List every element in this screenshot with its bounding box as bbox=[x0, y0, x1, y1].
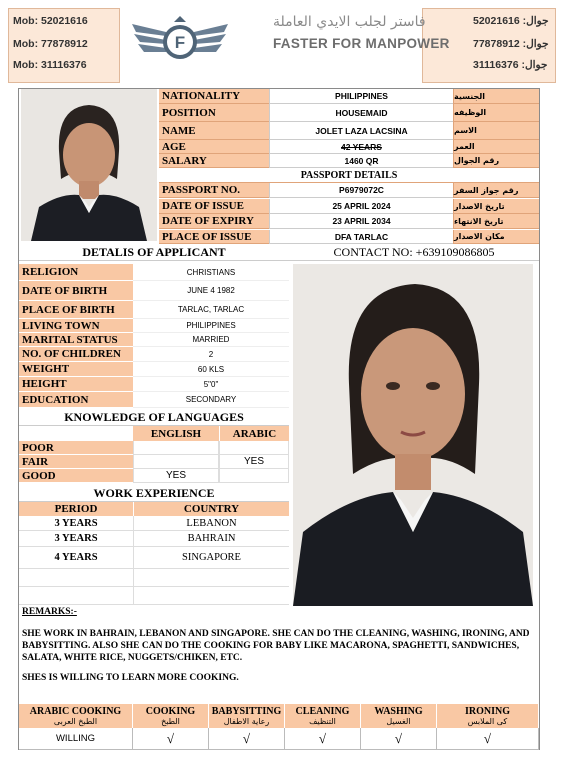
mobile-line-2: Mob: 77878912 bbox=[13, 38, 88, 50]
skill-willing: WILLING bbox=[19, 728, 133, 750]
skill-check: √ bbox=[209, 728, 285, 750]
language-level: FAIR bbox=[19, 455, 133, 469]
skill-name: CLEANING bbox=[295, 705, 350, 717]
skill-name-ar: الطبخ العربى bbox=[53, 716, 98, 726]
remarks-title: REMARKS:- bbox=[22, 607, 77, 617]
details-label: EDUCATION bbox=[19, 392, 133, 408]
personal-label: POSITION bbox=[159, 104, 269, 122]
passport-row bbox=[159, 183, 539, 198]
personal-value: 42 YEARS bbox=[269, 140, 453, 154]
details-label: WEIGHT bbox=[19, 362, 133, 377]
details-label: DATE OF BIRTH bbox=[19, 281, 133, 301]
languages-title: KNOWLEDGE OF LANGUAGES bbox=[19, 410, 289, 426]
personal-row bbox=[159, 122, 539, 140]
skill-name-ar: الطبخ bbox=[161, 716, 180, 726]
language-level: GOOD bbox=[19, 469, 133, 483]
details-label: PLACE OF BIRTH bbox=[19, 301, 133, 319]
passport-label-ar: مكان الاصدار bbox=[453, 230, 539, 244]
language-arabic bbox=[219, 441, 289, 455]
details-label: RELIGION bbox=[19, 264, 133, 281]
details-row bbox=[19, 347, 289, 362]
language-english bbox=[133, 441, 219, 455]
details-row bbox=[19, 281, 289, 301]
passport-label-ar: تاريخ الاصدار bbox=[453, 199, 539, 214]
details-value: CHRISTIANS bbox=[133, 264, 289, 281]
work-row bbox=[19, 516, 289, 531]
details-value: 2 bbox=[133, 347, 289, 362]
details-row bbox=[19, 377, 289, 392]
skill-header bbox=[361, 704, 437, 728]
details-row bbox=[19, 392, 289, 408]
languages-col-arabic: ARABIC bbox=[219, 426, 289, 441]
skill-name-ar: رعاية الاطفال bbox=[223, 716, 270, 726]
mobile-line-ar-3: جوال: 31116376 bbox=[473, 59, 548, 71]
details-label: LIVING TOWN bbox=[19, 319, 133, 333]
details-value: 60 KLS bbox=[133, 362, 289, 377]
personal-label-ar: العمر bbox=[453, 140, 539, 154]
skill-header bbox=[437, 704, 539, 728]
languages-header-blank bbox=[19, 426, 133, 441]
personal-label-ar: الوظيفه bbox=[453, 104, 539, 122]
passport-label: PLACE OF ISSUE bbox=[159, 230, 269, 244]
work-title: WORK EXPERIENCE bbox=[19, 486, 289, 502]
language-arabic bbox=[219, 469, 289, 483]
personal-value: PHILIPPINES bbox=[269, 89, 453, 104]
remarks-line-3: SALATA, WHITE RICE, NUGGETS/CHIKEN, ETC. bbox=[22, 653, 243, 663]
language-row bbox=[19, 469, 289, 483]
company-name-ar: فاستر لجلب الايدي العاملة bbox=[273, 14, 426, 30]
language-english bbox=[133, 455, 219, 469]
language-row bbox=[19, 455, 289, 469]
skill-check: √ bbox=[285, 728, 361, 750]
details-value: TARLAC, TARLAC bbox=[133, 301, 289, 319]
company-logo bbox=[128, 10, 450, 80]
passport-value: DFA TARLAC bbox=[269, 230, 453, 244]
work-col-period: PERIOD bbox=[19, 502, 133, 516]
passport-row bbox=[159, 199, 539, 214]
personal-label-ar: رقم الجوال bbox=[453, 154, 539, 168]
skills-header-row bbox=[19, 704, 539, 728]
skill-name-ar: التنظيف bbox=[309, 716, 336, 726]
mobile-line-3: Mob: 31116376 bbox=[13, 59, 87, 71]
personal-row bbox=[159, 89, 539, 104]
details-title: DETALIS OF APPLICANT bbox=[19, 245, 289, 261]
language-row bbox=[19, 441, 289, 455]
language-arabic: YES bbox=[219, 455, 289, 469]
company-name-en: FASTER FOR MANPOWER bbox=[273, 36, 450, 51]
personal-value: JOLET LAZA LACSINA bbox=[269, 122, 453, 140]
passport-label: DATE OF EXPIRY bbox=[159, 214, 269, 229]
skill-name: COOKING bbox=[145, 705, 196, 717]
passport-row bbox=[159, 214, 539, 229]
eagle-logo-icon bbox=[130, 14, 230, 70]
passport-value: 25 APRIL 2024 bbox=[269, 199, 453, 214]
details-row bbox=[19, 362, 289, 377]
details-label: HEIGHT bbox=[19, 377, 133, 392]
applicant-photo-small bbox=[21, 89, 157, 241]
mobile-line-ar-1: جوال: 52021616 bbox=[473, 15, 549, 27]
header-mobile-box bbox=[8, 8, 120, 83]
work-country-empty bbox=[133, 569, 289, 587]
personal-row bbox=[159, 104, 539, 122]
remarks-line-1: SHE WORK IN BAHRAIN, LEBANON AND SINGAPORE. SHE CAN DO THE CLEANING, WASHING, IRONING, AND bbox=[22, 629, 530, 639]
work-period: 3 YEARS bbox=[19, 516, 133, 531]
skill-name: BABYSITTING bbox=[211, 705, 282, 717]
work-period-empty bbox=[19, 587, 133, 605]
work-country: SINGAPORE bbox=[133, 547, 289, 569]
mobile-line-1: Mob: 52021616 bbox=[13, 15, 88, 27]
skill-check: √ bbox=[133, 728, 209, 750]
details-value: PHILIPPINES bbox=[133, 319, 289, 333]
svg-text:F: F bbox=[174, 33, 186, 52]
personal-row bbox=[159, 154, 539, 168]
language-english: YES bbox=[133, 469, 219, 483]
details-value: 5"0" bbox=[133, 377, 289, 392]
details-value: JUNE 4 1982 bbox=[133, 281, 289, 301]
details-row bbox=[19, 333, 289, 347]
work-header-row bbox=[19, 502, 289, 516]
passport-label: DATE OF ISSUE bbox=[159, 199, 269, 214]
personal-label-ar: الجنسية bbox=[453, 89, 539, 104]
details-row bbox=[19, 319, 289, 333]
skill-header bbox=[285, 704, 361, 728]
language-level: POOR bbox=[19, 441, 133, 455]
skill-check: √ bbox=[361, 728, 437, 750]
languages-col-english: ENGLISH bbox=[133, 426, 219, 441]
work-row-empty bbox=[19, 587, 289, 605]
passport-value: P6979072C bbox=[269, 183, 453, 198]
skill-header bbox=[209, 704, 285, 728]
mobile-line-ar-2: جوال: 77878912 bbox=[473, 38, 549, 50]
work-period: 4 YEARS bbox=[19, 547, 133, 569]
skill-name: WASHING bbox=[374, 705, 423, 717]
passport-row bbox=[159, 230, 539, 244]
skill-header bbox=[19, 704, 133, 728]
details-label: MARITAL STATUS bbox=[19, 333, 133, 347]
details-row bbox=[19, 301, 289, 319]
passport-label-ar: رقم جواز السفر bbox=[453, 183, 539, 198]
passport-label-ar: تاريخ الانتهاء bbox=[453, 214, 539, 229]
skill-name: ARABIC COOKING bbox=[29, 705, 122, 717]
skill-name: IRONING bbox=[464, 705, 510, 717]
skills-value-row bbox=[19, 728, 539, 750]
personal-label: NAME bbox=[159, 122, 269, 140]
work-row bbox=[19, 531, 289, 547]
contact-number: CONTACT NO: +639109086805 bbox=[289, 245, 539, 261]
work-col-country: COUNTRY bbox=[133, 502, 289, 516]
work-row bbox=[19, 547, 289, 569]
personal-value: HOUSEMAID bbox=[269, 104, 453, 122]
skill-name-ar: الغسيل bbox=[386, 716, 411, 726]
details-value: SECONDARY bbox=[133, 392, 289, 408]
passport-label: PASSPORT NO. bbox=[159, 183, 269, 198]
skill-name-ar: كى الملابس bbox=[467, 716, 508, 726]
personal-label: SALARY bbox=[159, 154, 269, 168]
work-period-empty bbox=[19, 569, 133, 587]
remarks-line-2: BABYSITTING. ALSO SHE CAN DO THE COOKING FOR BABY LIKE MACARONA, SPAGHETTI, SANDWICHES, bbox=[22, 641, 520, 651]
languages-header-row bbox=[19, 426, 289, 441]
remarks-line-4: SHES IS WILLING TO LEARN MORE COOKING. bbox=[22, 673, 239, 683]
skill-header bbox=[133, 704, 209, 728]
details-label: NO. OF CHILDREN bbox=[19, 347, 133, 362]
work-row-empty bbox=[19, 569, 289, 587]
applicant-photo-large bbox=[293, 264, 533, 606]
work-country: LEBANON bbox=[133, 516, 289, 531]
skill-check: √ bbox=[437, 728, 539, 750]
work-period: 3 YEARS bbox=[19, 531, 133, 547]
personal-value: 1460 QR bbox=[269, 154, 453, 168]
passport-value: 23 APRIL 2034 bbox=[269, 214, 453, 229]
work-country: BAHRAIN bbox=[133, 531, 289, 547]
details-value: MARRIED bbox=[133, 333, 289, 347]
personal-label-ar: الاسم bbox=[453, 122, 539, 140]
work-country-empty bbox=[133, 587, 289, 605]
details-row bbox=[19, 264, 289, 281]
personal-label: NATIONALITY bbox=[159, 89, 269, 104]
personal-row bbox=[159, 140, 539, 154]
passport-title: PASSPORT DETAILS bbox=[159, 168, 539, 183]
personal-label: AGE bbox=[159, 140, 269, 154]
